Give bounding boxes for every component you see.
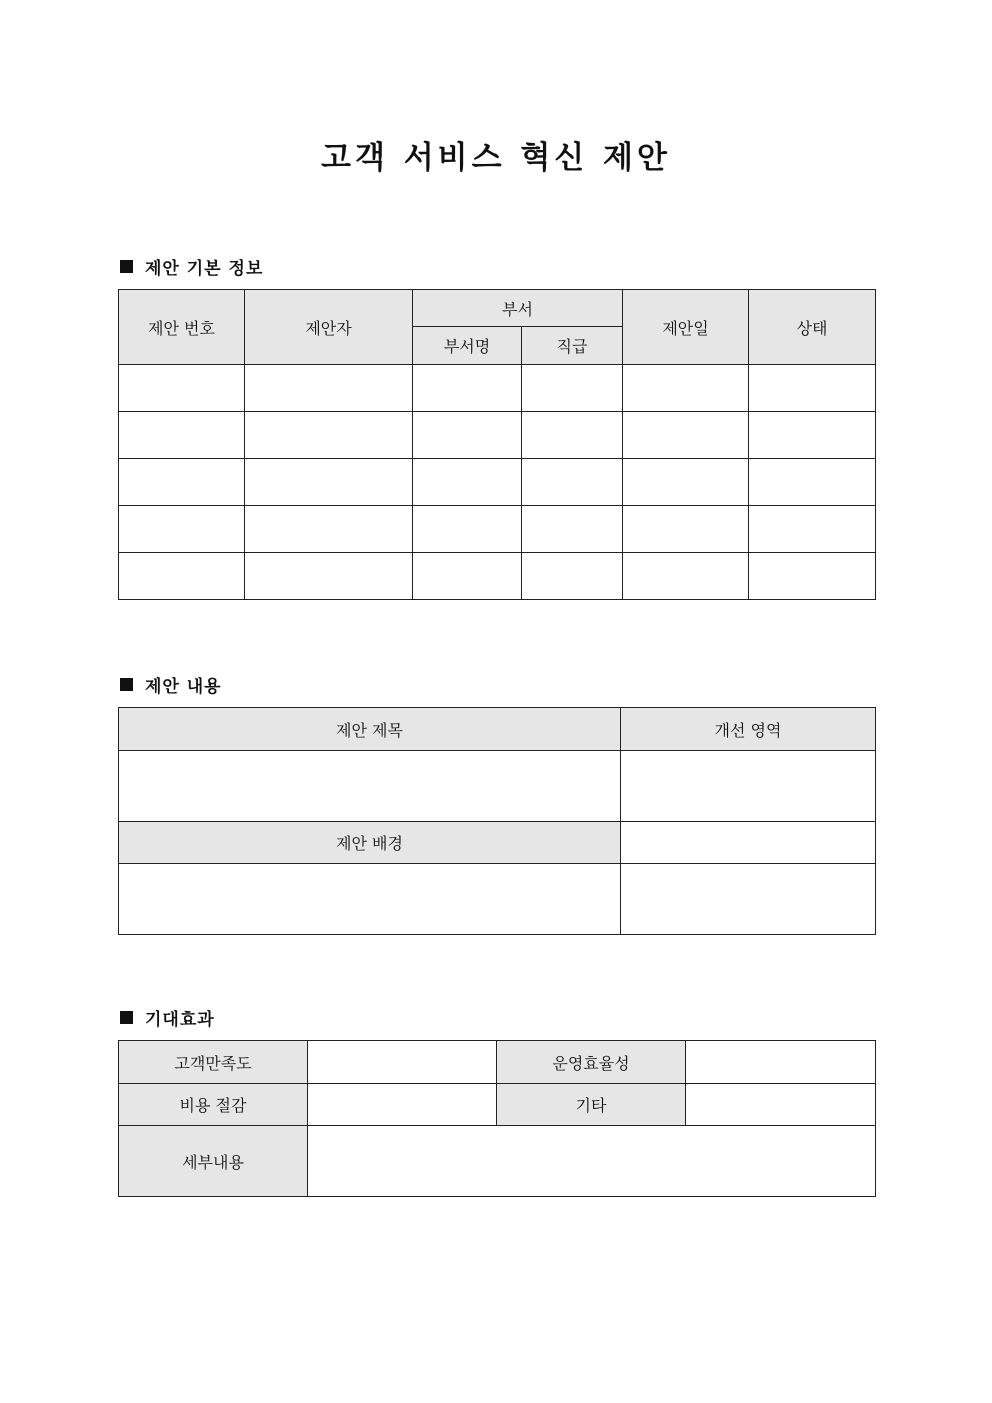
cell-department-name[interactable] — [413, 553, 522, 600]
cell-proposal-number[interactable] — [119, 553, 245, 600]
customer-satisfaction-field[interactable] — [308, 1041, 497, 1084]
document-title: 고객 서비스 혁신 제안 — [321, 140, 671, 176]
section-heading-effects — [120, 1005, 215, 1030]
cell-proposal-date[interactable] — [623, 459, 749, 506]
other-field[interactable] — [686, 1084, 876, 1126]
cell-proposer[interactable] — [245, 459, 413, 506]
table-row — [119, 459, 876, 506]
header-proposal-title: 제안 제목 — [119, 708, 621, 751]
header-department-name: 부서명 — [413, 327, 522, 365]
square-bullet-icon — [120, 1011, 133, 1024]
cell-status[interactable] — [749, 506, 876, 553]
label-other: 기타 — [497, 1084, 686, 1126]
cell-proposer[interactable] — [245, 553, 413, 600]
header-rank: 직급 — [522, 327, 623, 365]
header-proposal-background: 제안 배경 — [119, 822, 621, 864]
label-customer-satisfaction: 고객만족도 — [119, 1041, 308, 1084]
label-cost-reduction: 비용 절감 — [119, 1084, 308, 1126]
cell-department-name[interactable] — [413, 459, 522, 506]
proposal-background-field[interactable] — [119, 864, 621, 935]
cell-proposer[interactable] — [245, 365, 413, 412]
cell-rank[interactable] — [522, 506, 623, 553]
square-bullet-icon — [120, 260, 133, 273]
header-improvement-area: 개선 영역 — [621, 708, 876, 751]
cell-proposal-date[interactable] — [623, 506, 749, 553]
table-row — [119, 412, 876, 459]
cell-proposal-number[interactable] — [119, 506, 245, 553]
details-field[interactable] — [308, 1126, 876, 1197]
cost-reduction-field[interactable] — [308, 1084, 497, 1126]
square-bullet-icon — [120, 678, 133, 691]
improvement-area-field-extra[interactable] — [621, 864, 876, 935]
section-heading-text: 기대효과 — [145, 1010, 215, 1030]
section-heading-content — [120, 672, 222, 697]
table-row — [119, 365, 876, 412]
cell-proposal-number[interactable] — [119, 459, 245, 506]
label-operational-efficiency: 운영효율성 — [497, 1041, 686, 1084]
cell-proposal-date[interactable] — [623, 412, 749, 459]
cell-proposal-date[interactable] — [623, 365, 749, 412]
cell-status[interactable] — [749, 459, 876, 506]
section-heading-text: 제안 기본 정보 — [145, 259, 264, 279]
improvement-area-field-extra[interactable] — [621, 822, 876, 864]
cell-department-name[interactable] — [413, 365, 522, 412]
cell-rank[interactable] — [522, 553, 623, 600]
header-proposal-number: 제안 번호 — [119, 290, 245, 365]
proposal-content-table — [118, 707, 876, 935]
header-proposer: 제안자 — [245, 290, 413, 365]
cell-status[interactable] — [749, 553, 876, 600]
cell-department-name[interactable] — [413, 506, 522, 553]
label-details: 세부내용 — [119, 1126, 308, 1197]
proposal-title-field[interactable] — [119, 751, 621, 822]
cell-proposal-date[interactable] — [623, 553, 749, 600]
cell-proposal-number[interactable] — [119, 365, 245, 412]
cell-proposal-number[interactable] — [119, 412, 245, 459]
basic-info-table — [118, 289, 876, 600]
cell-proposer[interactable] — [245, 506, 413, 553]
header-status: 상태 — [749, 290, 876, 365]
table-row — [119, 506, 876, 553]
cell-rank[interactable] — [522, 412, 623, 459]
cell-status[interactable] — [749, 365, 876, 412]
table-row — [119, 553, 876, 600]
section-heading-text: 제안 내용 — [145, 677, 222, 697]
cell-proposer[interactable] — [245, 412, 413, 459]
operational-efficiency-field[interactable] — [686, 1041, 876, 1084]
cell-rank[interactable] — [522, 459, 623, 506]
section-heading-basic-info — [120, 254, 263, 279]
header-proposal-date: 제안일 — [623, 290, 749, 365]
header-department: 부서 — [413, 290, 623, 327]
improvement-area-field[interactable] — [621, 751, 876, 822]
cell-department-name[interactable] — [413, 412, 522, 459]
cell-rank[interactable] — [522, 365, 623, 412]
cell-status[interactable] — [749, 412, 876, 459]
expected-effects-table — [118, 1040, 876, 1197]
